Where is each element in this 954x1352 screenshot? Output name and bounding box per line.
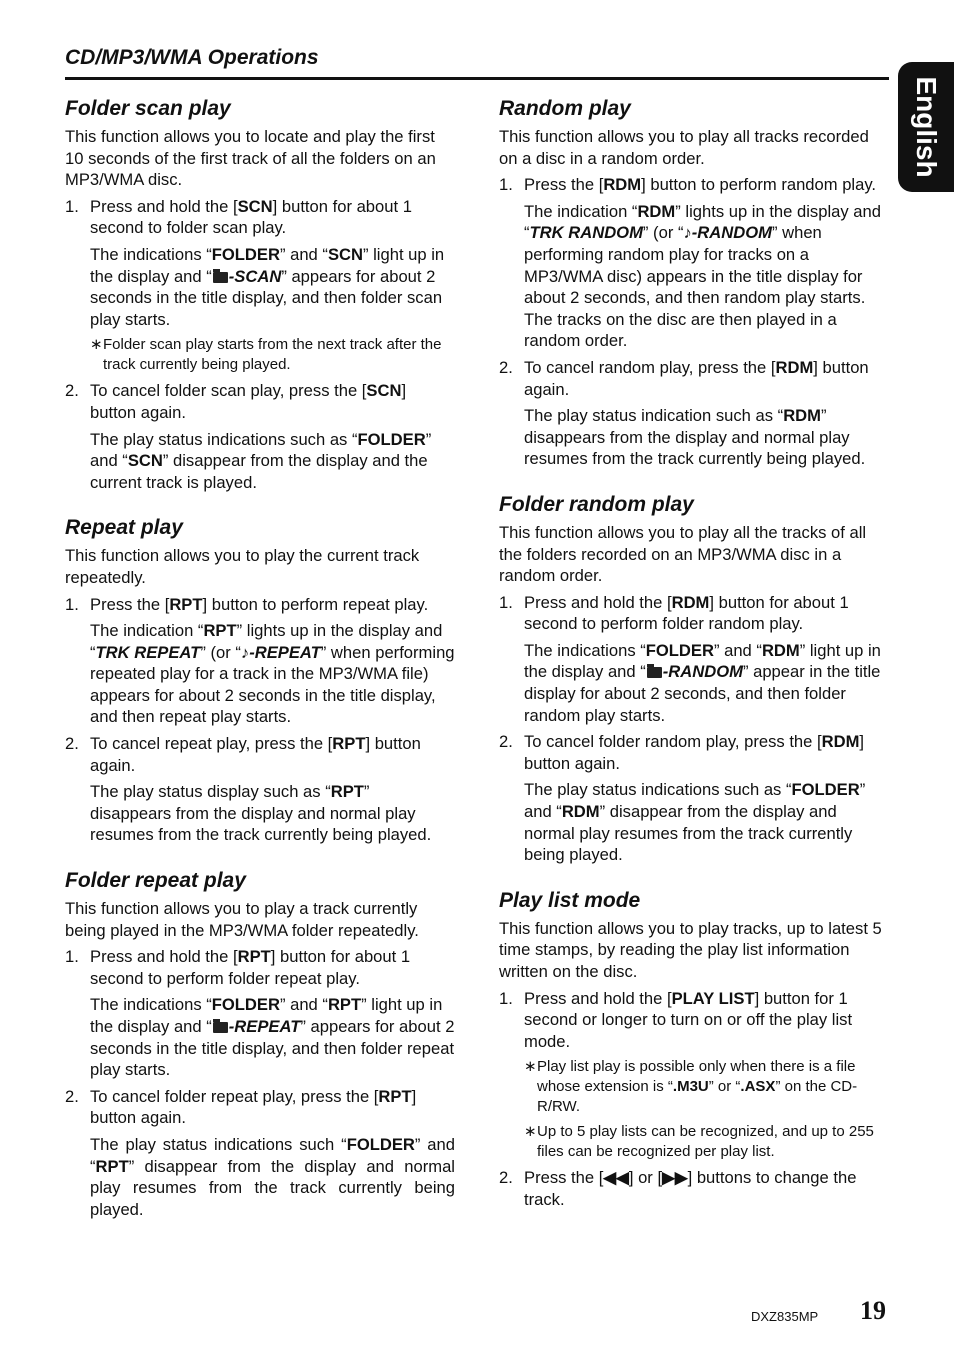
right-column [499, 96, 889, 1233]
folder-repeat-section [65, 868, 455, 1220]
playlist-section [499, 888, 889, 1211]
folder-scan-intro: This function allows you to locate and play the first 10 seconds of the first track of all the folders on an MP3/WMA disc. [65, 127, 436, 190]
skip-forward-icon: ▶▶ [662, 1168, 688, 1188]
language-tab [898, 62, 954, 192]
folder-icon [213, 272, 228, 283]
folder-scan-step-1: 1. Press and hold the [SCN] button for about 1 second to folder scan play. [65, 196, 412, 238]
folder-random-title: Folder random play [499, 492, 694, 516]
playlist-title: Play list mode [499, 888, 641, 912]
random-section [499, 96, 889, 470]
folder-icon [213, 1022, 228, 1033]
folder-random-step-2-detail: The play status indications such as “FOLDER” and “RDM” disappear from the display and normal play resumes from the track currently being played. [524, 780, 866, 865]
repeat-intro: This function allows you to play the current track repeatedly. [65, 546, 420, 587]
folder-scan-step-1-detail: The indications “FOLDER” and “SCN” light up in the display and “ -SCAN” appears for about 2 seconds in the title display, and then folder scan play starts. [90, 244, 445, 329]
random-step-1-detail: The indication “RDM” lights up in the display and “TRK RANDOM” (or “♪-RANDOM” when performing random play for tracks on a MP3/WMA disc) appears in the title display for about 2 seconds, and then random play starts. The tracks on the disc are then played in a random order. [524, 201, 881, 351]
repeat-section [65, 515, 455, 846]
random-title: Random play [499, 97, 631, 120]
folder-repeat-step-2: 2. To cancel folder repeat play, press the [RPT] button again. [65, 1086, 417, 1128]
repeat-step-2-detail: The play status display such as “RPT” disappears from the display and normal play resumes from the track currently being played. [90, 782, 432, 845]
random-step-2-detail: The play status indication such as “RDM” disappears from the display and normal play resumes from the track currently being played. [524, 406, 866, 469]
language-tab-label: English [911, 76, 942, 178]
folder-scan-note: ∗ Folder scan play starts from the next track after the track currently being played. [90, 336, 442, 374]
left-column [65, 96, 455, 1242]
folder-repeat-step-1-detail: The indications “FOLDER” and “RPT” light up in the display and “ -REPEAT” appears for about 2 seconds in the title display, and then folder repeat play starts. [90, 995, 455, 1080]
model-number: DXZ835MP [751, 1309, 819, 1324]
folder-repeat-step-2-detail: The play status indications such “FOLDER” and “RPT” disappear from the display and normal play resumes from the track currently being played. [90, 1134, 455, 1219]
folder-scan-step-2: 2. To cancel folder scan play, press the [SCN] button again. [65, 381, 407, 422]
folder-random-intro: This function allows you to play all the tracks of all the folders recorded on an MP3/WMA disc in a random order. [499, 522, 867, 586]
random-step-1: 1. Press the [RDM] button to perform random play. [499, 175, 877, 195]
folder-random-step-2: 2. To cancel folder random play, press the [RDM] button again. [499, 732, 865, 773]
folder-scan-title: Folder scan play [65, 97, 231, 120]
repeat-step-1-detail: The indication “RPT” lights up in the display and “TRK REPEAT” (or “♪-REPEAT” when performing repeated play for a track in the MP3/WMA file) appears for about 2 seconds in the title display, and then repeat play starts. [90, 621, 455, 727]
folder-random-section [499, 492, 889, 866]
folder-random-step-1-detail: The indications “FOLDER” and “RDM” light up in the display and “ -RANDOM” appear in the title display for about 2 seconds, and then folder random play starts. [524, 640, 881, 725]
playlist-note-2: ∗ Up to 5 play lists can be recognized, and up to 255 files can be recognized per play list. [524, 1123, 874, 1161]
folder-scan-section [65, 96, 455, 493]
music-note-icon: ♪ [240, 642, 250, 662]
folder-repeat-title: Folder repeat play [65, 869, 246, 893]
random-intro: This function allows you to play all tracks recorded on a disc in a random order. [499, 127, 869, 168]
random-step-2: 2. To cancel random play, press the [RDM] button again. [499, 357, 869, 399]
folder-repeat-intro: This function allows you to play a track currently being played in the MP3/WMA folder repeatedly. [65, 899, 419, 940]
header-rule [65, 77, 889, 80]
section-header: CD/MP3/WMA Operations [65, 46, 319, 69]
playlist-step-2: 2. Press the [◀◀] or [▶▶] buttons to change the track. [499, 1168, 857, 1209]
playlist-note-1: ∗ Play list play is possible only when there is a file whose extension is “.M3U” or “.ASX” on the CD-R/RW. [524, 1058, 858, 1116]
skip-back-icon: ◀◀ [603, 1168, 629, 1188]
folder-repeat-step-1: 1. Press and hold the [RPT] button for about 1 second to perform folder repeat play. [65, 947, 411, 988]
folder-random-step-1: 1. Press and hold the [RDM] button for about 1 second to perform folder random play. [499, 592, 849, 634]
playlist-intro: This function allows you to play tracks, up to latest 5 time stamps, by reading the play list information written on the disc. [499, 918, 882, 981]
folder-scan-step-2-detail: The play status indications such as “FOLDER” and “SCN” disappear from the display and the current track is played. [90, 429, 432, 492]
repeat-title: Repeat play [65, 516, 183, 540]
music-note-icon: ♪ [683, 223, 692, 243]
repeat-step-2: 2. To cancel repeat play, press the [RPT] button again. [65, 734, 421, 775]
playlist-step-1: 1. Press and hold the [PLAY LIST] button for 1 second or longer to turn on or off the play list mode. [499, 988, 853, 1051]
page-number: 19 [860, 1296, 886, 1325]
repeat-step-1: 1. Press the [RPT] button to perform repeat play. [65, 594, 429, 614]
folder-icon [647, 667, 662, 678]
